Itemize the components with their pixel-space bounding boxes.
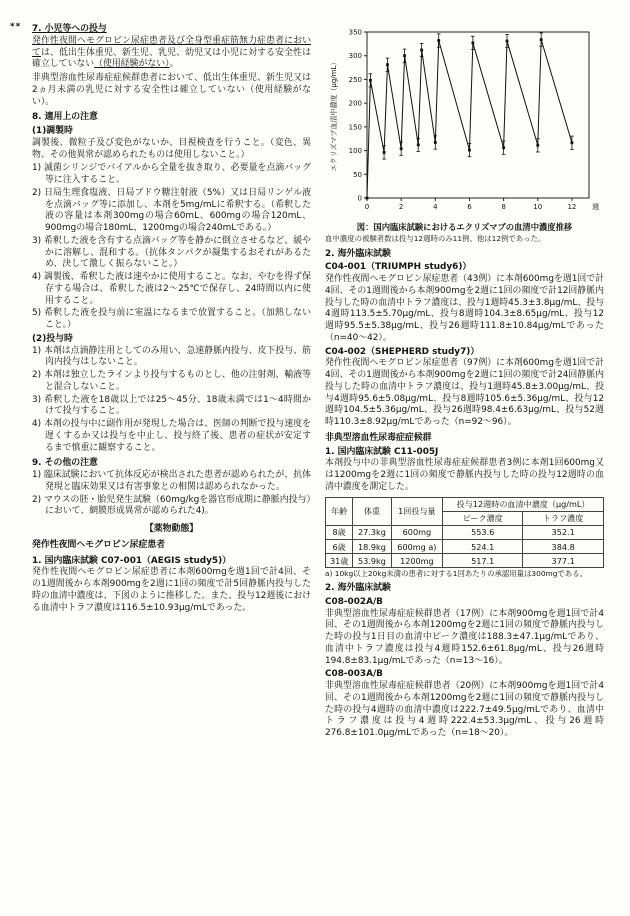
ahus-header: 非典型溶血性尿毒症症候群 <box>325 432 432 443</box>
svg-text:350: 350 <box>348 28 362 37</box>
right-column <box>325 24 604 742</box>
figure-caption: 図：国内臨床試験におけるエクリズマブの血清中濃度推移 <box>356 222 573 232</box>
list-item: 2) 本剤は独立したラインより投与するものとし、他の注射剤、輸液等と混合しないこと。 <box>32 370 311 392</box>
revision-marker: ** <box>10 22 22 32</box>
svg-text:0: 0 <box>364 203 369 211</box>
svg-text:300: 300 <box>348 52 362 61</box>
c04-002-title: C04-002（SHEPHERD study7)） <box>325 346 480 357</box>
c08-003-title: C08-003A/B <box>325 669 383 680</box>
c08-003-body: 非典型溶血性尿毒症症候群患者（20例）に本剤900mgを週1回で計4回、その1週間後から本剤1200mgを2週に1回の頻度で静脈内投与した時の投与4週時の血清中濃度は222.7±49.5μg/mLであり、血清中トラフ濃度は投与4週時222.4±53.3μg/mL、投与26週時276.8±101.0μg/mLであった（n=18～20）。 <box>325 681 604 739</box>
svg-text:週: 週 <box>591 203 599 211</box>
pharmacokinetics-header: 【薬物動態】 <box>144 524 199 534</box>
svg-text:200: 200 <box>348 99 362 108</box>
svg-text:8: 8 <box>500 203 506 211</box>
ahus-domestic-body: 本剤投与中の非典型溶血性尿毒症症候群患者3例に本剤1回600mg又は1200mgを2週に1回の頻度で静脈内投与した時の投与12週時の血清中濃度を測定した。 <box>325 458 604 492</box>
figure-note: 血中濃度の被験者数は投与12週時のみ11例、他は12例であった。 <box>325 233 546 243</box>
svg-text:6: 6 <box>466 203 472 211</box>
list-item: 2) マウスの胚・胎児発生試験（60mg/kgを器官形成期に静脈内投与）において、網膜形成異常が認められた4)。 <box>32 494 311 517</box>
col-peak: ピーク濃度 <box>443 511 523 525</box>
section-8-sub1-intro: 調製後、微粒子及び変色がないか、目視検査を行うこと。（変色、異物、その他異常が認められたものは使用しないこと。） <box>32 137 311 160</box>
ahus-concentration-table <box>325 497 604 569</box>
svg-text:2: 2 <box>398 203 403 211</box>
ahus-overseas-title: 2. 海外臨床試験 <box>325 583 391 594</box>
section-8-title: 8. 適用上の注意 <box>32 112 98 123</box>
list-item: 1) 滅菌シリンジでバイアルから全量を抜き取り、必要量を点滴バッグ等に注入すること。 <box>32 163 311 185</box>
svg-text:150: 150 <box>348 123 362 132</box>
section-7-para-2: 非典型溶血性尿毒症症候群患者において、低出生体重児、新生児又は2ヵ月未満の乳児に対する安全性は確立していない（使用経験がない）。 <box>32 73 311 107</box>
left-column <box>10 22 312 742</box>
svg-text:50: 50 <box>352 170 362 179</box>
section-8-sub2-title: (2)投与時 <box>32 333 73 344</box>
list-item: 1) 本剤は点滴静注用としてのみ用い、急速静脈内投与、皮下投与、筋肉内投与はしないこと。 <box>32 345 311 368</box>
col-trough: トラフ濃度 <box>523 511 604 525</box>
col-age: 年齢 <box>326 497 353 525</box>
section-9-title: 9. その他の注意 <box>32 458 98 469</box>
c04-001-body: 発作性夜間ヘモグロビン尿症患者（43例）に本剤600mgを週1回で計4回、その1週間後から本剤900mgを2週に1回の頻度で計12回静脈内投与した時の血清中トラフ濃度は、投与1週時45.3±3.8μg/mL、投与4週時113.5±5.70μg/mL、投与8週時104.3±8.65μg/mL、投与12週時95.5±5.38μg/mL、投与26週時111.8±10.84μg/mLであった（n=40～42）。 <box>325 274 604 343</box>
col-concentration: 投与12週時の血清中濃度（μg/mL） <box>443 497 604 511</box>
svg-text:0: 0 <box>357 194 362 203</box>
col-weight: 体重 <box>353 497 391 525</box>
col-dose: 1回投与量 <box>391 497 443 525</box>
section-7-title: 7. 小児等への投与 <box>32 24 107 34</box>
c08-002-title: C08-002A/B <box>325 596 383 607</box>
domestic-trial-title: 1. 国内臨床試験 C07-001（AEGIS study5)） <box>32 555 232 566</box>
table-footnote: a) 10kg以上20kg未満の患者に対する1回あたりの承認用量は300mgである。 <box>325 569 587 579</box>
svg-text:100: 100 <box>348 147 362 156</box>
table-row: 31歳 53.9kg 1200mg 517.1 377.1 <box>326 554 604 568</box>
list-item: 1) 臨床試験において抗体反応が検出された患者が認められたが、抗体発現と臨床効果又は有害事象との相関は認められなかった。 <box>32 470 311 492</box>
figure-pk-chart <box>325 24 604 244</box>
c08-002-body: 非典型溶血性尿毒症症候群患者（17例）に本剤900mgを週1回で計4回、その1週間後から本剤1200mgを2週に1回の頻度で静脈内投与した時の投与1日目の血清中ピーク濃度は188.3±47.1μg/mLであり、血清中トラフ濃度は投与4週時152.6±61.8μg/mL、投与26週時194.8±83.1μg/mLであった（n=13～16）。 <box>325 608 604 666</box>
section-8-sub1-title: (1)調製時 <box>32 126 73 136</box>
c04-002-body: 発作性夜間ヘモグロビン尿症患者（97例）に本剤600mgを週1回で計4回、その1週間後から本剤900mgを2週に1回の頻度で計24回静脈内投与した時の血清中トラフ濃度は、投与1週時45.8±3.00μg/mL、投与4週時95.6±5.08μg/mL、投与8週時105.6±5.36μg/mL、投与12週時104.5±5.36μg/mL、投与26週時98.4±6.63μg/mL、投与52週時110.3±8.92μg/mLであった（n=92～96）。 <box>325 358 604 428</box>
list-item: 3) 希釈した液を18歳以上では25～45分、18歳未満では1～4時間かけて投与すること。 <box>32 394 311 417</box>
svg-text:エクリズマブ血清中濃度（μg/mL）: エクリズマブ血清中濃度（μg/mL） <box>329 58 338 172</box>
domestic-trial-body: 発作性夜間ヘモグロビン尿症患者に本剤600mgを週1回で計4回、その1週間後から本剤900mgを2週に1回の頻度で計5回静脈内投与した時の血清中濃度は、下図のように推移した。また、投与12週後における血清中トラフ濃度は116.5±10.93μg/mLであった。 <box>32 567 311 613</box>
svg-text:10: 10 <box>532 203 542 211</box>
table-row: 6歳 18.9kg 600mg a) 524.1 384.8 <box>326 540 604 554</box>
svg-text:12: 12 <box>566 203 576 211</box>
section-7-heading <box>10 22 311 36</box>
section-7-para-1: 発作性夜間ヘモグロビン尿症患者及び全身型重症筋無力症患者においては、低出生体重児、新生児、乳児、幼児又は小児に対する安全性は確立していない（使用経験がない）。 <box>32 35 312 70</box>
ahus-domestic-title: 1. 国内臨床試験 C11-005J <box>325 446 439 457</box>
overseas-trials-title: 2. 海外臨床試験 <box>325 248 391 259</box>
pnh-subheader: 発作性夜間ヘモグロビン尿症患者 <box>32 539 166 550</box>
c04-001-title: C04-001（TRIUMPH study6)） <box>325 262 472 273</box>
list-item: 4) 本剤の投与中に副作用が発現した場合は、医師の判断で投与速度を遅くするか又は投与を中止し、投与終了後、患者の症状が安定するまで慎重に観察すること。 <box>32 419 311 453</box>
list-item: 2) 日局生理食塩液、日局ブドウ糖注射液（5%）又は日局リンゲル液を点滴バッグ等に添加し、本剤を5mg/mLに希釈する。（希釈した液の容量は本剤300mgの場合60mL、600mgの場合120mL、900mgの場合180mL、1200mgの場合240mLである。） <box>32 187 311 233</box>
svg-text:250: 250 <box>348 75 362 84</box>
list-item: 5) 希釈した液を投与前に室温になるまで放置すること。（加熱しないこと。） <box>32 308 311 330</box>
list-item: 3) 希釈した液を含有する点滴バッグ等を静かに倒立させるなど、緩やかに溶解し、混和する。（抗体タンパクが凝集するおそれがあるため、決して激しく振らないこと。） <box>32 235 311 270</box>
list-item: 4) 調製後、希釈した液は速やかに使用すること。なお、やむを得ず保存する場合は、希釈した液は2～25℃で保存し、24時間以内に使用すること。 <box>32 272 311 306</box>
table-row: 8歳 27.3kg 600mg 553.6 352.1 <box>326 525 604 539</box>
svg-text:4: 4 <box>432 203 438 211</box>
concentration-chart <box>327 24 603 220</box>
